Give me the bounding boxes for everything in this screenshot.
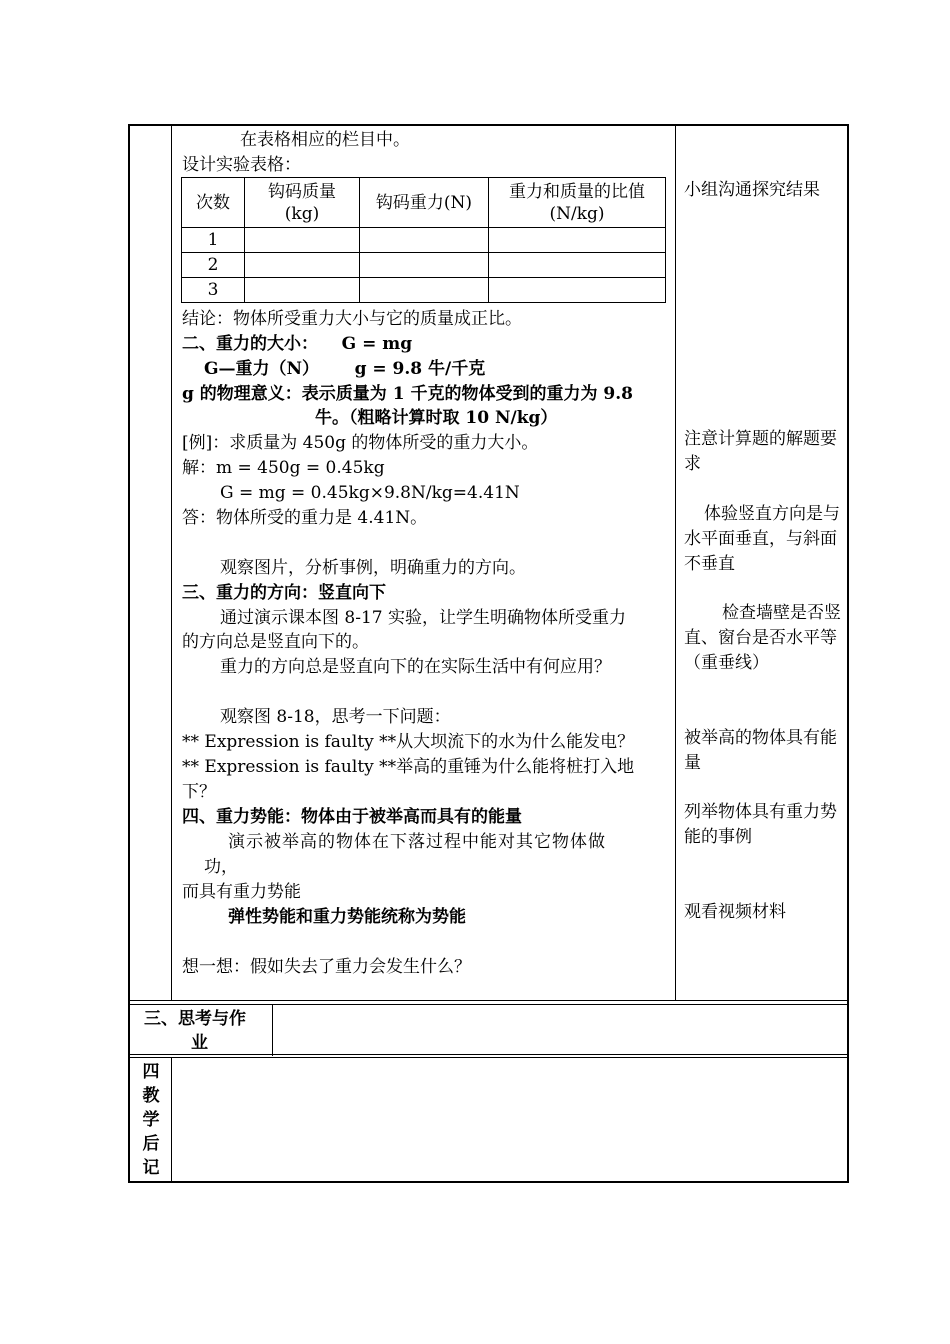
text-application: 重力的方向总是竖直向下的在实际生活中有何应用？	[220, 657, 611, 677]
text-demo2-line3: 而具有重力势能	[182, 882, 301, 902]
section-2-meaning-line1: g 的物理意义：表示质量为 1 千克的物体受到的重力为 9.8	[182, 384, 633, 404]
header-gravity: 钩码重力(N)	[360, 178, 489, 228]
text-solution-2: G = mg = 0.45kg×9.8N/kg=4.41N	[220, 483, 520, 503]
header-mass-line1: 钩码质量	[268, 181, 336, 202]
reflection-char: 教	[142, 1086, 160, 1106]
side-note-calculation: 注意计算题的解题要求	[684, 429, 837, 474]
reflection-label-divider	[171, 1057, 172, 1181]
text-demo-line1: 通过演示课本图 8-17 实验，让学生明确物体所受重力	[220, 608, 626, 628]
table-cell	[489, 228, 666, 253]
table-cell	[245, 253, 360, 278]
table-cell	[245, 228, 360, 253]
row-divider-top-inner	[129, 1004, 848, 1005]
table-cell	[489, 278, 666, 303]
side-note-group-results: 小组沟通探究结果	[684, 180, 820, 200]
header-count: 次数	[182, 178, 245, 228]
reflection-label	[140, 1060, 162, 1180]
text-answer: 答：物体所受的重力是 4.41N。	[182, 508, 428, 528]
reflection-char: 后	[142, 1134, 160, 1154]
text-line-intro: 在表格相应的栏目中。	[240, 130, 410, 150]
text-question-1: ** Expression is faulty **从大坝流下的水为什么能发电？	[182, 732, 635, 752]
homework-label-line1: 三、思考与作	[144, 1009, 246, 1029]
side-note-vertical: 体验竖直方向是与水平面垂直，与斜面不垂直	[684, 504, 840, 574]
reflection-char: 四	[142, 1062, 160, 1082]
text-question-2-line1: ** Expression is faulty **举高的重锤为什么能将桩打入地	[182, 757, 635, 777]
side-note-examples: 列举物体具有重力势能的事例	[684, 802, 837, 847]
text-demo2-line1: 演示被举高的物体在下落过程中能对其它物体做	[228, 832, 606, 852]
text-observe-1: 观察图片，分析事例，明确重力的方向。	[220, 558, 526, 578]
experiment-table	[181, 177, 666, 303]
table-cell	[360, 228, 489, 253]
notes-column-divider	[675, 125, 676, 1001]
table-row	[182, 278, 666, 303]
text-solution-1: 解：m = 450g = 0.45kg	[182, 458, 385, 478]
header-ratio-line1: 重力和质量的比值	[509, 181, 645, 202]
side-note-raised-energy: 被举高的物体具有能量	[684, 728, 837, 773]
row-divider-bottom	[129, 1054, 848, 1055]
side-note-plumb-line: 检查墙壁是否竖直、窗台是否水平等（重垂线）	[684, 603, 841, 673]
section-3-title: 三、重力的方向：竖直向下	[182, 583, 386, 603]
text-question-2-line2: 下？	[182, 782, 216, 802]
header-mass-line2: (kg)	[284, 203, 320, 224]
text-conclusion: 结论：物体所受重力大小与它的质量成正比。	[182, 309, 522, 329]
text-observe-2: 观察图 8-18，思考一下问题：	[220, 707, 451, 727]
reflection-char: 学	[142, 1110, 160, 1130]
header-ratio	[489, 178, 666, 228]
text-think: 想一想：假如失去了重力会发生什么？	[182, 957, 471, 977]
reflection-char: 记	[142, 1158, 160, 1178]
row-number: 2	[182, 253, 245, 278]
table-row	[182, 228, 666, 253]
header-ratio-line2: (N/kg)	[549, 203, 605, 224]
section-4-title: 四、重力势能：物体由于被举高而具有的能量	[182, 807, 522, 827]
row-number: 3	[182, 278, 245, 303]
text-demo-line2: 的方向总是竖直向下的。	[182, 632, 369, 652]
table-header-row	[182, 178, 666, 228]
homework-label-line2: 业	[191, 1033, 208, 1053]
header-mass	[245, 178, 360, 228]
row-number: 1	[182, 228, 245, 253]
homework-label-divider	[272, 1004, 273, 1056]
table-cell	[360, 253, 489, 278]
section-2-title: 二、重力的大小： G = mg	[182, 334, 413, 354]
text-design-table: 设计实验表格：	[182, 155, 301, 175]
text-example: [例]：求质量为 450g 的物体所受的重力大小。	[182, 433, 539, 453]
row-divider-top	[129, 1000, 848, 1001]
section-2-meaning-line2: 牛。（粗略计算时取 10 N/kg）	[315, 408, 558, 428]
text-demo2-line2: 功，	[204, 857, 238, 877]
table-row	[182, 253, 666, 278]
side-note-video: 观看视频材料	[684, 902, 786, 922]
section-2-definition: G—重力（N） g = 9.8 牛/千克	[204, 359, 486, 379]
text-potential-energy: 弹性势能和重力势能统称为势能	[228, 907, 466, 927]
table-cell	[489, 253, 666, 278]
row-divider-bottom-inner	[129, 1057, 848, 1058]
left-column-divider	[171, 125, 172, 1001]
table-cell	[360, 278, 489, 303]
table-cell	[245, 278, 360, 303]
